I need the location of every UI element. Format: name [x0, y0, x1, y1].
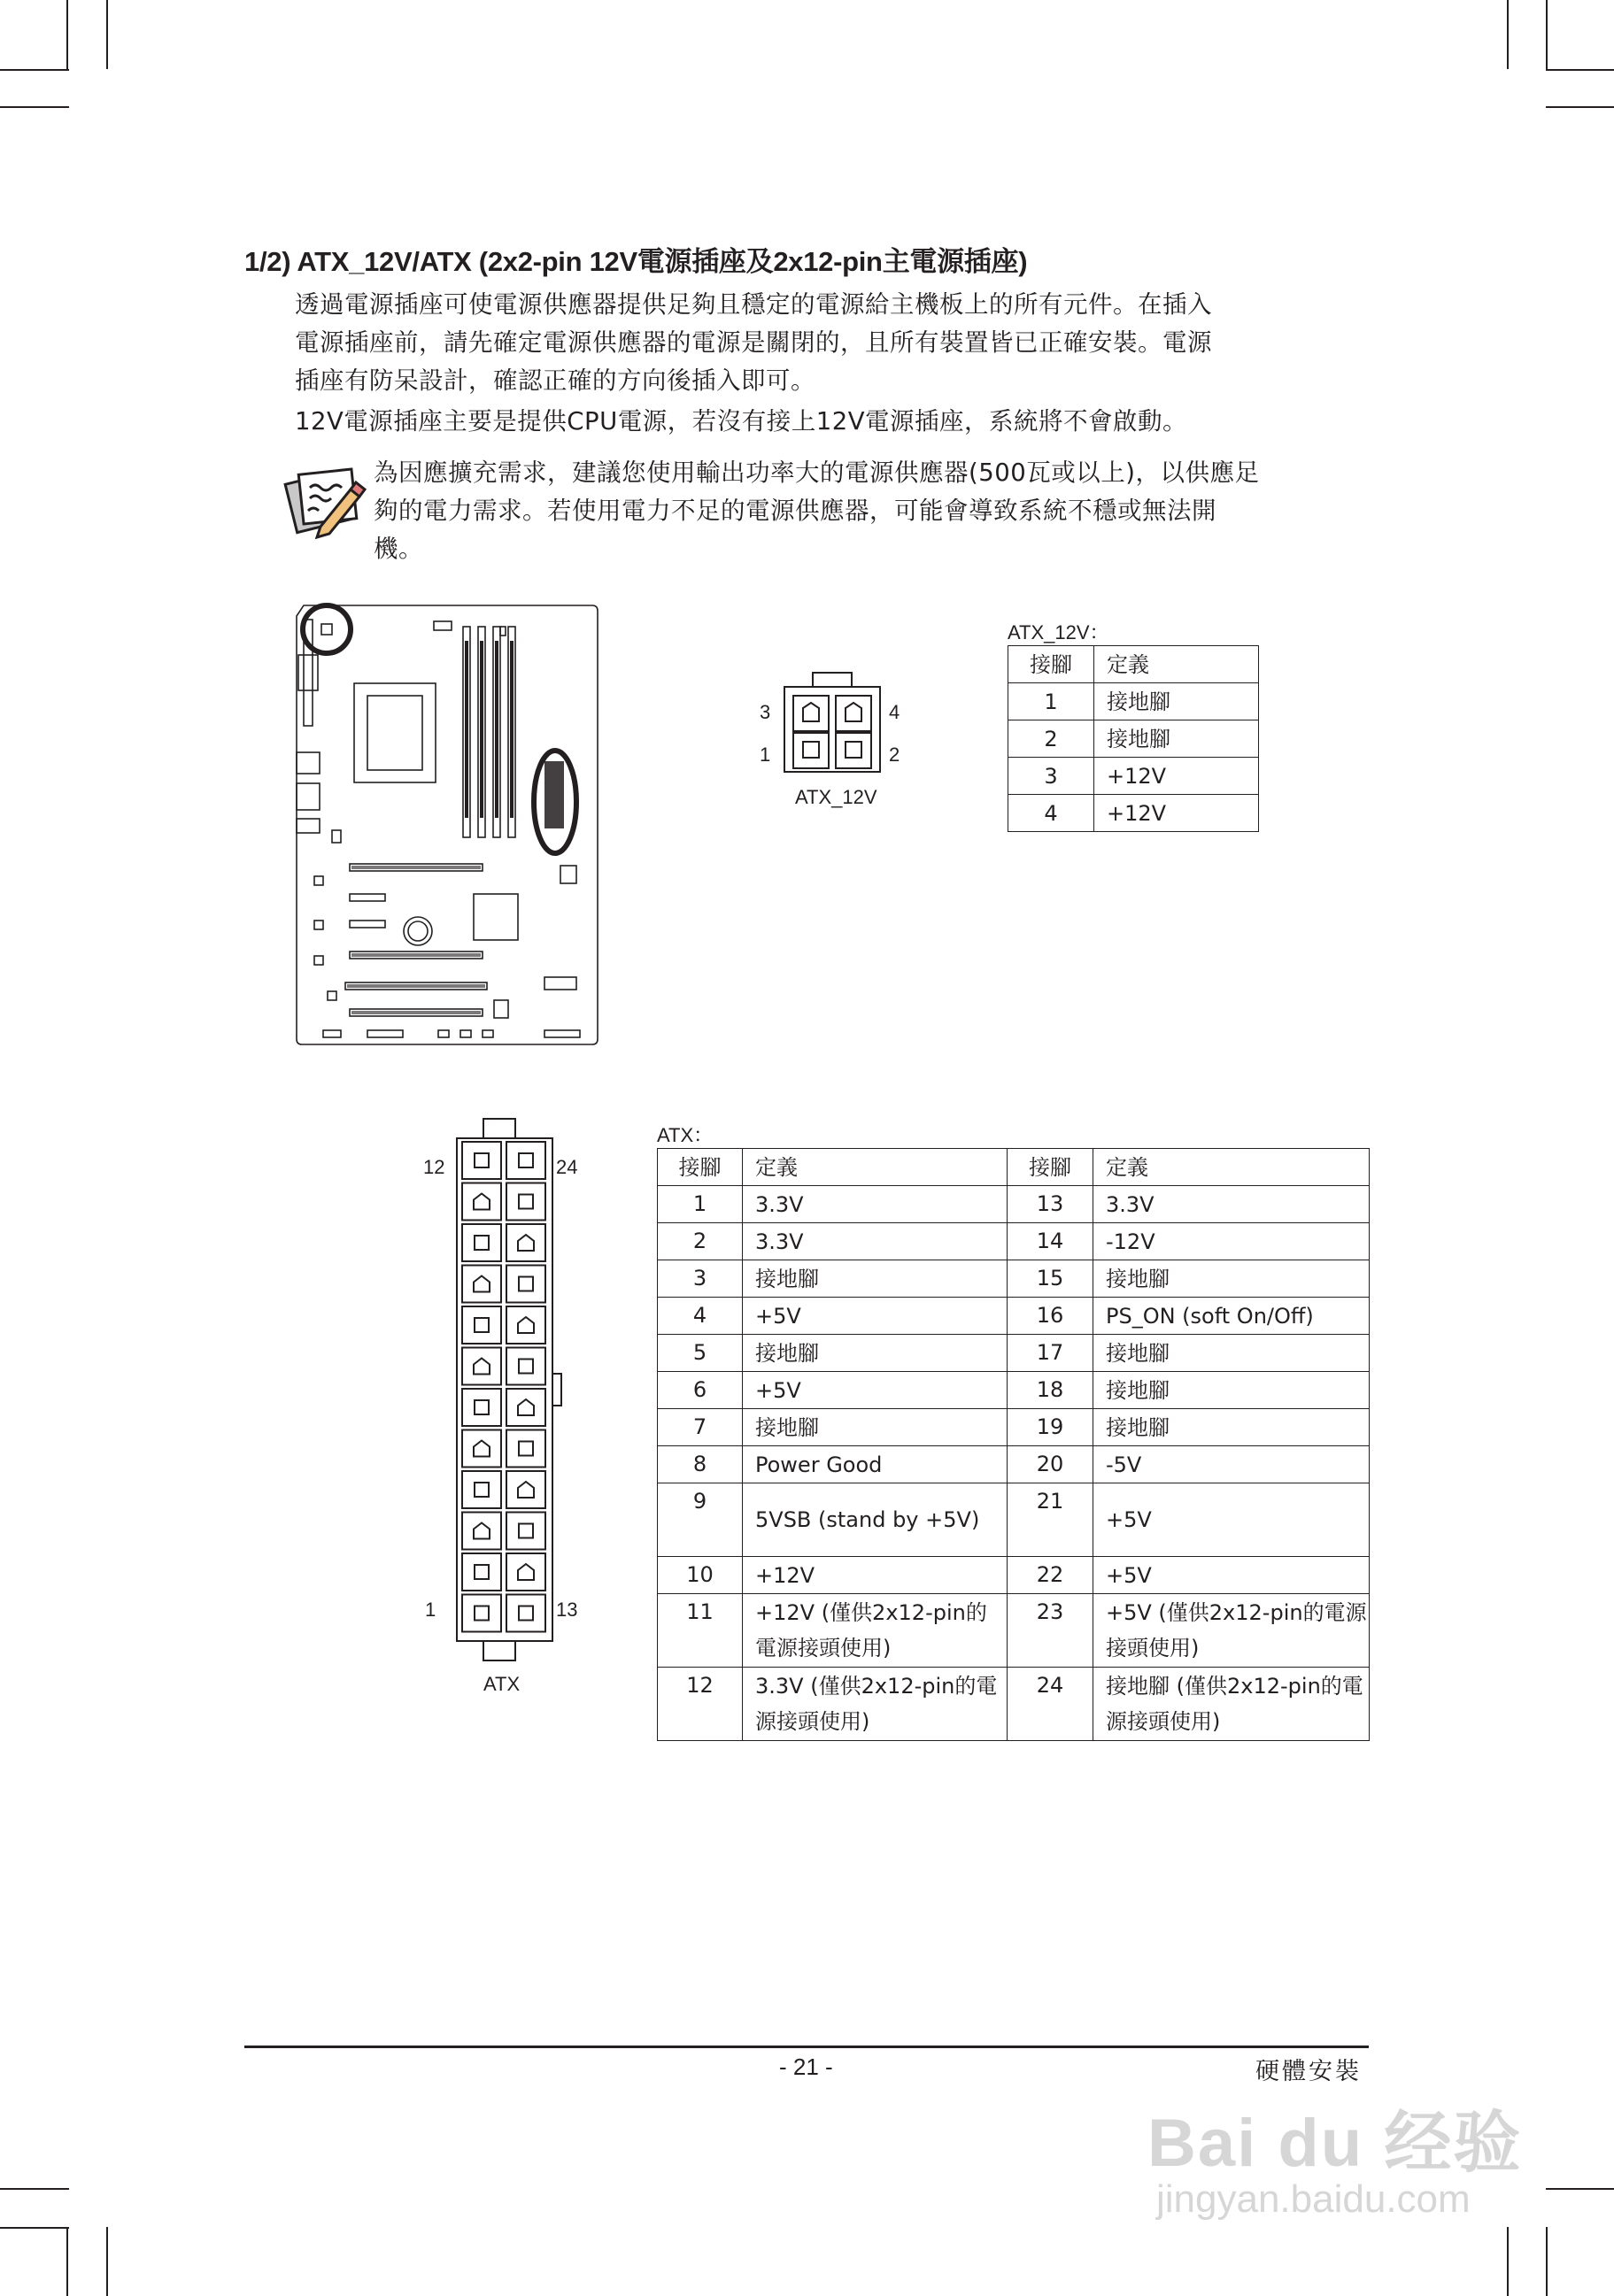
pin-definition: 3.3V — [1093, 1186, 1370, 1223]
pin-number: 4 — [1008, 795, 1094, 832]
note-line: 夠的電力需求。若使用電力不足的電源供應器，可能會導致系統不穩或無法開 — [374, 497, 1216, 525]
table-row — [658, 1298, 1370, 1335]
intro-line: 插座有防呆設計，確認正確的方向後插入即可。 — [295, 366, 815, 395]
atx-pin-cell — [462, 1513, 501, 1550]
pin-definition: +12V — [1094, 758, 1259, 795]
table-row — [1008, 683, 1259, 720]
atx12v-pin-label-1: 1 — [760, 744, 771, 766]
pin-definition: -5V — [1093, 1446, 1370, 1483]
atx-pin-label-13: 13 — [556, 1599, 578, 1621]
footer-rule — [244, 2046, 1369, 2048]
header-pin: 接腳 — [658, 1149, 743, 1186]
atx12v-pin-label-2: 2 — [889, 744, 900, 766]
atx12v-connector-caption: ATX_12V — [795, 786, 877, 808]
atx-connector-diagram — [450, 1117, 565, 1666]
pin-number: 15 — [1008, 1260, 1093, 1298]
atx-pin-cell — [462, 1224, 501, 1261]
crop-mark — [66, 0, 68, 69]
atx-pin-cell — [506, 1430, 545, 1468]
intro-line: 12V電源插座主要是提供CPU電源，若沒有接上12V電源插座，系統將不會啟動。 — [295, 407, 1188, 435]
crop-mark — [1546, 2188, 1614, 2190]
pin-definition: PS_ON (soft On/Off) — [1093, 1298, 1370, 1335]
table-header-row — [1008, 646, 1259, 683]
pin-number: 1 — [1008, 683, 1094, 720]
intro-paragraph — [295, 286, 1375, 400]
pin-definition: 接地腳 — [1094, 683, 1259, 720]
atx12v-table-title: ATX_12V： — [1008, 621, 1109, 643]
atx-pin-cell — [506, 1389, 545, 1426]
table-row — [658, 1335, 1370, 1372]
header-definition: 定義 — [1094, 646, 1259, 683]
pin-number: 3 — [658, 1260, 743, 1298]
pin-number: 3 — [1008, 758, 1094, 795]
table-row — [658, 1594, 1370, 1668]
pin-number: 24 — [1008, 1668, 1093, 1741]
table-row — [658, 1668, 1370, 1741]
atx-connector-caption: ATX — [483, 1673, 521, 1695]
pin-number: 13 — [1008, 1186, 1093, 1223]
table-row — [1008, 795, 1259, 832]
crop-mark — [1507, 0, 1509, 69]
pin-number: 21 — [1008, 1483, 1093, 1557]
atx-pin-cell — [506, 1306, 545, 1344]
table-row — [658, 1446, 1370, 1483]
baidu-watermark-logo: Bai du 经验 — [1147, 2106, 1523, 2181]
atx-pin-cell — [506, 1553, 545, 1591]
atx-pin-cells — [462, 1142, 545, 1632]
atx-pin-label-24: 24 — [556, 1156, 578, 1178]
page-number: - 21 - — [779, 2053, 833, 2080]
pin-number: 14 — [1008, 1223, 1093, 1260]
pin-definition: 接地腳 — [743, 1260, 1008, 1298]
atx12v-connector-diagram — [779, 671, 885, 777]
crop-mark — [66, 2227, 68, 2296]
table-row — [1008, 720, 1259, 758]
crop-mark — [0, 69, 69, 71]
pin-number: 11 — [658, 1594, 743, 1668]
pin-number: 22 — [1008, 1557, 1093, 1594]
pin-definition: 接地腳 — [1094, 720, 1259, 758]
table-row — [658, 1260, 1370, 1298]
atx-pin-cell — [462, 1348, 501, 1385]
atx-pin-cell — [462, 1389, 501, 1426]
crop-mark — [1546, 0, 1548, 69]
pin-number: 6 — [658, 1372, 743, 1409]
pin-number: 9 — [658, 1483, 743, 1557]
intro-paragraph-12v — [295, 403, 1375, 441]
table-row — [658, 1372, 1370, 1409]
table-row — [658, 1483, 1370, 1557]
note-pencil-icon — [282, 465, 367, 541]
atx-pin-cell — [506, 1266, 545, 1303]
pin-definition: +5V (僅供2x12-pin的電源接頭使用) — [1093, 1594, 1370, 1668]
atx-pin-label-1: 1 — [425, 1599, 436, 1621]
pin-definition: 接地腳 — [743, 1335, 1008, 1372]
pin-number: 17 — [1008, 1335, 1093, 1372]
crop-mark — [106, 0, 108, 69]
header-definition: 定義 — [743, 1149, 1008, 1186]
section-name: 硬體安裝 — [1255, 2058, 1362, 2085]
atx12v-pin-label-3: 3 — [760, 701, 771, 723]
atx-pin-cell — [462, 1430, 501, 1468]
atx12v-pin-label-4: 4 — [889, 701, 900, 723]
pin-definition: +12V (僅供2x12-pin的電源接頭使用) — [743, 1594, 1008, 1668]
pin-definition: -12V — [1093, 1223, 1370, 1260]
pin-definition: +5V — [1093, 1483, 1370, 1557]
atx12v-pin-table — [1008, 645, 1259, 832]
pin-number: 8 — [658, 1446, 743, 1483]
crop-mark — [1507, 2227, 1509, 2296]
atx-pin-cell — [506, 1471, 545, 1508]
table-row — [1008, 758, 1259, 795]
crop-mark — [0, 106, 69, 108]
atx-pin-cell — [462, 1306, 501, 1344]
header-definition: 定義 — [1093, 1149, 1370, 1186]
pin-definition: 接地腳 — [1093, 1260, 1370, 1298]
pin-number: 23 — [1008, 1594, 1093, 1668]
atx-pin-cell — [506, 1595, 545, 1632]
atx-pin-cell — [506, 1183, 545, 1221]
atx-pin-cell — [462, 1553, 501, 1591]
atx-pin-cell — [506, 1513, 545, 1550]
pin-number: 10 — [658, 1557, 743, 1594]
pin-number: 18 — [1008, 1372, 1093, 1409]
motherboard-layout-diagram — [288, 584, 606, 1053]
pin-number: 2 — [658, 1223, 743, 1260]
atx-pin-cell — [462, 1183, 501, 1221]
pin-number: 20 — [1008, 1446, 1093, 1483]
pin-definition: 3.3V (僅供2x12-pin的電源接頭使用) — [743, 1668, 1008, 1741]
pin-number: 1 — [658, 1186, 743, 1223]
pin-definition: 接地腳 — [1093, 1372, 1370, 1409]
crop-mark — [1546, 69, 1614, 71]
atx-pin-cell — [462, 1142, 501, 1179]
table-row — [658, 1223, 1370, 1260]
header-pin: 接腳 — [1008, 646, 1094, 683]
pin-definition: +12V — [1094, 795, 1259, 832]
pin-definition: 3.3V — [743, 1186, 1008, 1223]
pin-definition: +5V — [1093, 1557, 1370, 1594]
pin-definition: +5V — [743, 1298, 1008, 1335]
pin-number: 12 — [658, 1668, 743, 1741]
atx-pin-table — [657, 1148, 1370, 1741]
table-row — [658, 1409, 1370, 1446]
note-line: 機。 — [374, 535, 423, 563]
pin-definition: 接地腳 — [743, 1409, 1008, 1446]
note-text — [374, 454, 1372, 568]
baidu-watermark-url: jingyan.baidu.com — [1156, 2177, 1471, 2221]
pin-definition: 3.3V — [743, 1223, 1008, 1260]
section-heading: 1/2) ATX_12V/ATX (2x2-pin 12V電源插座及2x12-pin主電源插座) — [244, 246, 1028, 277]
atx-pin-cell — [462, 1595, 501, 1632]
pin-number: 2 — [1008, 720, 1094, 758]
pin-definition: 接地腳 (僅供2x12-pin的電源接頭使用) — [1093, 1668, 1370, 1741]
pin-definition: +12V — [743, 1557, 1008, 1594]
pin-number: 16 — [1008, 1298, 1093, 1335]
note-line: 為因應擴充需求，建議您使用輸出功率大的電源供應器(500瓦或以上)，以供應足 — [374, 458, 1260, 487]
crop-mark — [1546, 2227, 1548, 2296]
pin-definition: 5VSB (stand by +5V) — [743, 1483, 1008, 1557]
pin-definition: 接地腳 — [1093, 1409, 1370, 1446]
intro-line: 透過電源插座可使電源供應器提供足夠且穩定的電源給主機板上的所有元件。在插入 — [295, 290, 1212, 319]
crop-mark — [1546, 106, 1614, 108]
pin-definition: Power Good — [743, 1446, 1008, 1483]
atx-pin-cell — [462, 1266, 501, 1303]
atx-pin-cell — [506, 1348, 545, 1385]
crop-mark — [0, 2227, 69, 2229]
pin-definition: 接地腳 — [1093, 1335, 1370, 1372]
table-row — [658, 1186, 1370, 1223]
pin-number: 19 — [1008, 1409, 1093, 1446]
table-row — [658, 1557, 1370, 1594]
table-header-row — [658, 1149, 1370, 1186]
pin-definition: +5V — [743, 1372, 1008, 1409]
pin-number: 7 — [658, 1409, 743, 1446]
atx-table-title: ATX： — [657, 1124, 714, 1146]
header-pin: 接腳 — [1008, 1149, 1093, 1186]
atx-pin-cell — [462, 1471, 501, 1508]
atx-pin-cell — [506, 1224, 545, 1261]
crop-mark — [106, 2227, 108, 2296]
crop-mark — [0, 2188, 69, 2190]
atx-pin-label-12: 12 — [423, 1156, 445, 1178]
pin-number: 4 — [658, 1298, 743, 1335]
intro-line: 電源插座前，請先確定電源供應器的電源是關閉的，且所有裝置皆已正確安裝。電源 — [295, 328, 1212, 357]
atx-pin-cell — [506, 1142, 545, 1179]
pin-number: 5 — [658, 1335, 743, 1372]
